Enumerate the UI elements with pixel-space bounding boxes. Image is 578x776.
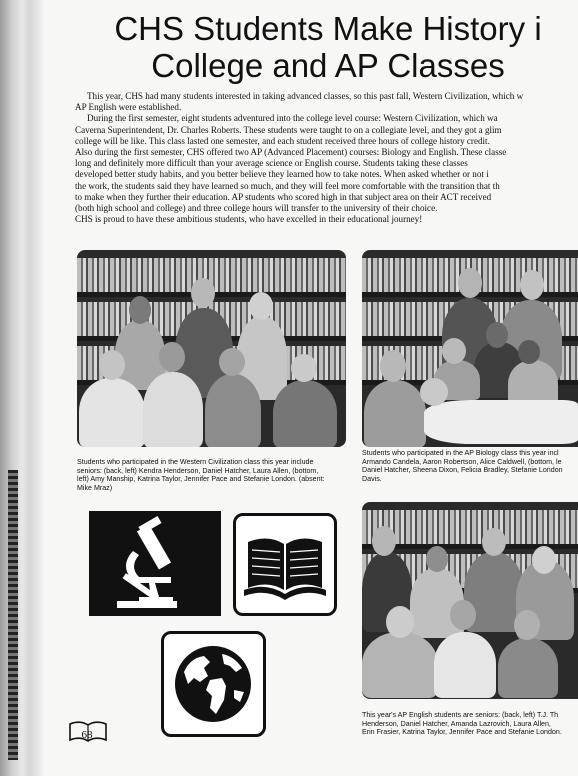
binding-strip xyxy=(8,470,18,760)
body-line: This year, CHS had many students interested in taking advanced classes, so this past fall, Western Civilization, which w xyxy=(87,91,524,101)
western-civ-caption xyxy=(77,458,349,492)
body-line: (both high school and college) and three college hours will transfer to the university of their choice. xyxy=(75,203,438,214)
caption-line: Davis. xyxy=(362,474,382,483)
page-title xyxy=(58,10,578,84)
globe-icon xyxy=(161,631,266,737)
body-line: CHS is proud to have these ambitious students, who have excelled in their educational journey! xyxy=(75,214,423,225)
ap-english-photo xyxy=(362,502,578,699)
caption-line: Henderson, Daniel Hatcher, Amanda Lazrovich, Laura Allen, xyxy=(362,719,551,728)
body-line: developed better study habits, and you better believe they learned how to take notes. When asked whether or not i xyxy=(75,169,489,180)
caption-line: Students who participated in the Western Civilization class this year include xyxy=(77,458,314,466)
title-line-2: College and AP Classes xyxy=(151,47,505,84)
caption-line: Students who participated in the AP Biology class this year incl xyxy=(362,449,559,457)
caption-line: seniors: (back, left) Kendra Henderson, Daniel Hatcher, Laura Allen, (bottom, xyxy=(77,466,319,475)
ap-biology-photo xyxy=(362,250,578,447)
page-number: 68 xyxy=(81,729,93,741)
body-line: the work, the students said they have learned so much, and they will feel more comfortable with the transition that th xyxy=(75,180,500,191)
caption-line: Erin Frasier, Katrina Taylor, Jennifer Pace and Stefanie London. xyxy=(362,728,562,737)
body-line: Caverna Superintendent, Dr. Charles Roberts. These students were taught to on a collegiate level, and they got a glim xyxy=(75,124,502,135)
title-line-1: CHS Students Make History i xyxy=(114,10,542,47)
body-line: long and definitely more difficult than your average science or English course. Students taking these classes xyxy=(75,158,468,169)
body-line: Also during the first semester, CHS offered two AP (Advanced Placement) courses: Biology and English. These classe xyxy=(75,147,507,158)
caption-line: Armando Candela, Aaron Robertson, Alice Caldwell, (bottom, le xyxy=(362,457,562,466)
page-binding xyxy=(0,0,42,776)
caption-line: Daniel Hatcher, Sheena Dixon, Felicia Bradley, Stefanie London xyxy=(362,466,563,475)
body-line: college will be like. This class lasted one semester, and each student received three hours of college history credit. xyxy=(75,135,490,146)
caption-line: This year's AP English students are seniors: (back, left) T.J. Th xyxy=(362,711,559,719)
ap-english-caption xyxy=(362,711,578,737)
article-body xyxy=(75,91,578,225)
ap-biology-caption xyxy=(362,449,578,483)
open-book-icon xyxy=(233,513,337,616)
body-line: to make when they further their education. AP students who scored high in that subject area on their ACT received xyxy=(75,191,492,202)
body-line: During the first semester, eight students adventured into the college level course: Western Civilization, which wa xyxy=(87,113,498,124)
microscope-icon xyxy=(89,511,221,616)
western-civ-photo xyxy=(77,250,346,447)
caption-line: Mike Mraz) xyxy=(77,483,113,492)
caption-line: left) Amy Manship, Katrina Taylor, Jennifer Pace and Stefanie London. (absent: xyxy=(77,475,325,484)
page-number-badge xyxy=(68,720,108,742)
body-line: AP English were established. xyxy=(75,102,182,113)
